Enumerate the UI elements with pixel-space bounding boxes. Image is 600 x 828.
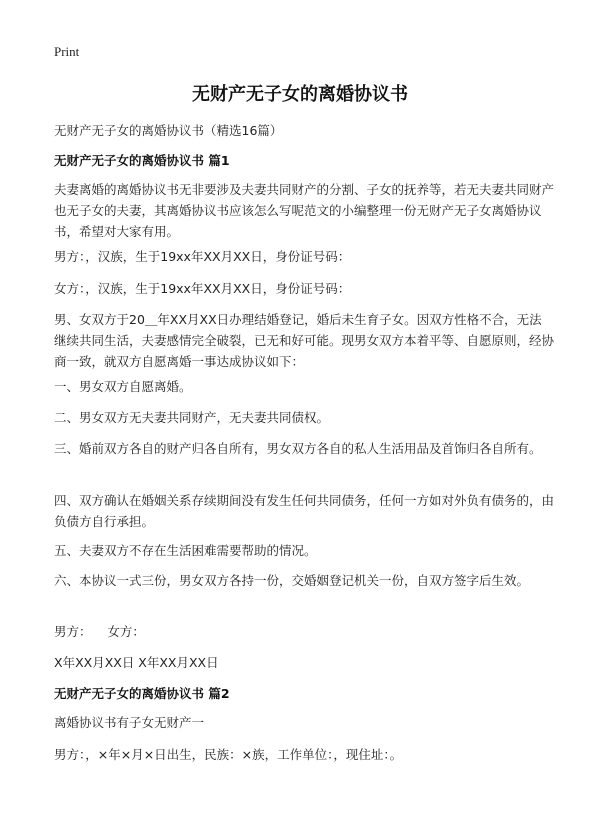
male-party-line: 男方：，汉族，生于19xx年XX月XX日，身份证号码： (54, 249, 351, 264)
female-party-line: 女方：，汉族，生于19xx年XX月XX日，身份证号码： (54, 281, 351, 296)
section-heading-2: 无财产无子女的离婚协议书 篇2 (54, 686, 230, 701)
section2-male-party-line: 男方：，×年×月×日出生，民族：×族，工作单位：，现住址：。 (54, 747, 403, 762)
clause-6: 六、本协议一式三份，男女双方各持一份，交婚姻登记机关一份，自双方签字后生效。 (54, 573, 530, 588)
signature-line: 男方： 女方： (54, 624, 145, 639)
document-subtitle: 无财产无子女的离婚协议书（精选16篇） (54, 123, 283, 138)
marriage-statement-paragraph: 男、女双方于20＿年XX月XX日办理结婚登记，婚后未生育子女。因双方性格不合，无法继续共同生活，夫妻感情完全破裂，已无和好可能。现男女双方本着平等、自愿原则，经协商一致，就双方自愿离婚一事达成协议如下： (54, 312, 555, 369)
clause-5: 五、夫妻双方不存在生活困难需要帮助的情况。 (54, 543, 317, 558)
intro-paragraph: 夫妻离婚的离婚协议书无非要涉及夫妻共同财产的分割、子女的抚养等，若无夫妻共同财产也无子女的夫妻，其离婚协议书应该怎么写呢范文的小编整理一份无财产无子女离婚协议书，希望对大家有用。 (54, 182, 555, 239)
clause-1: 一、男女双方自愿离婚。 (54, 379, 192, 394)
clause-4: 四、双方确认在婚姻关系存续期间没有发生任何共同债务，任何一方如对外负有债务的，由负债方自行承担。 (54, 493, 555, 529)
document-title: 无财产无子女的离婚协议书 (192, 84, 408, 105)
clause-3: 三、婚前双方各自的财产归各自所有，男女双方各自的私人生活用品及首饰归各自所有。 (54, 441, 542, 456)
clause-2: 二、男女双方无夫妻共同财产，无夫妻共同债权。 (54, 410, 330, 425)
section2-subtitle: 离婚协议书有子女无财产一 (54, 715, 205, 730)
print-label: Print (54, 44, 80, 59)
date-line: X年XX月XX日 X年XX月XX日 (54, 655, 219, 670)
section-heading-1: 无财产无子女的离婚协议书 篇1 (54, 153, 230, 168)
